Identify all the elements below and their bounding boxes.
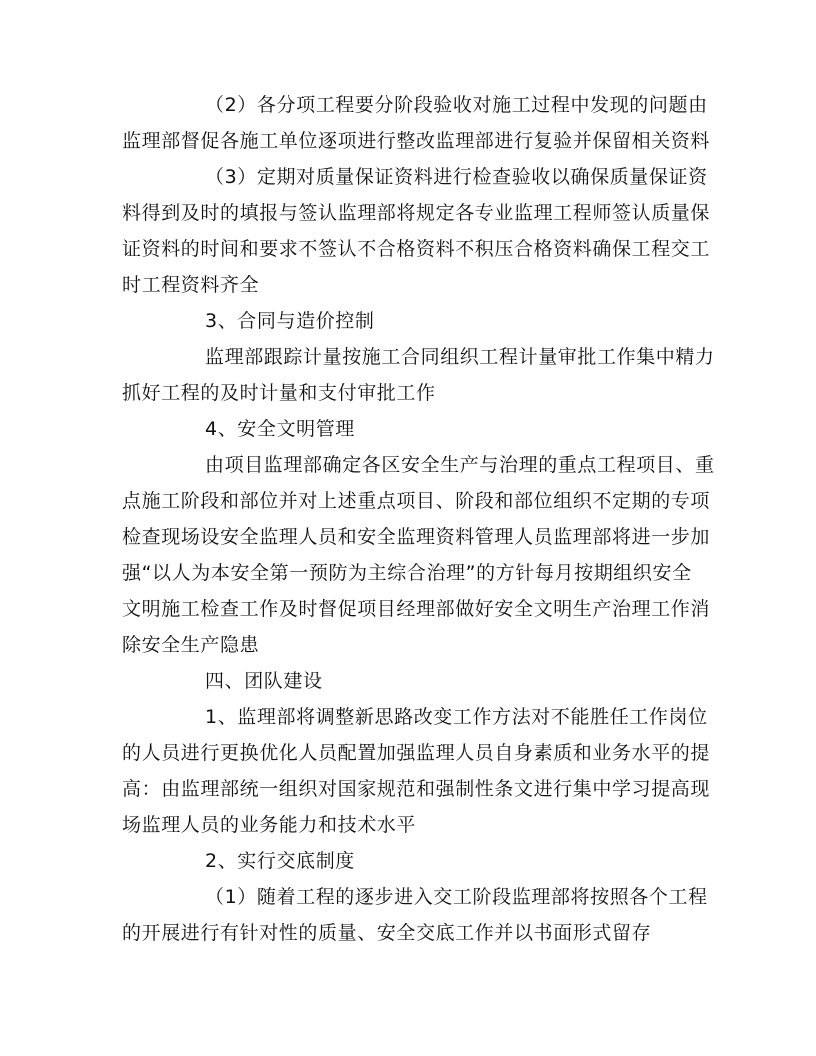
line-text: （2）各分项工程要分阶段验收对施工过程中发现的问题由 <box>205 94 708 116</box>
line-text: 的开展进行有针对性的质量、安全交底工作并以书面形式留存 <box>122 922 652 944</box>
line-text: 4、安全文明管理 <box>205 418 355 440</box>
line-text: （1）随着工程的逐步进入交工阶段监理部将按照各个工程 <box>205 886 708 908</box>
line-text: 点施工阶段和部位并对上述重点项目、阶段和部位组织不定期的专项 <box>122 490 711 512</box>
line-text: 的人员进行更换优化人员配置加强监理人员自身素质和业务水平的提 <box>122 742 711 764</box>
line-text: 3、合同与造价控制 <box>205 310 375 332</box>
line-text: 1、监理部将调整新思路改变工作方法对不能胜任工作岗位 <box>205 706 708 728</box>
line-text: 抓好工程的及时计量和支付审批工作 <box>122 382 436 404</box>
line-text: 监理部跟踪计量按施工合同组织工程计量审批工作集中精力 <box>205 346 715 368</box>
line-text: 由项目监理部确定各区安全生产与治理的重点工程项目、重 <box>205 454 715 476</box>
line-text: 高：由监理部统一组织对国家规范和强制性条文进行集中学习提高现 <box>122 778 711 800</box>
line-text: 监理部督促各施工单位逐项进行整改监理部进行复验并保留相关资料 <box>122 130 711 152</box>
line-text: 强“以人为本安全第一预防为主综合治理”的方针每月按期组织安全 <box>122 562 692 584</box>
line-text: 检查现场设安全监理人员和安全监理资料管理人员监理部将进一步加 <box>122 526 711 548</box>
line-text: 文明施工检查工作及时督促项目经理部做好安全文明生产治理工作消 <box>122 598 711 620</box>
line-text: 2、实行交底制度 <box>205 850 355 872</box>
line-text: 料得到及时的填报与签认监理部将规定各专业监理工程师签认质量保 <box>122 202 711 224</box>
line-text: 除安全生产隐患 <box>122 634 260 656</box>
line-text: （3）定期对质量保证资料进行检查验收以确保质量保证资 <box>205 166 708 188</box>
line-text: 四、团队建设 <box>205 670 323 692</box>
line-text: 证资料的时间和要求不签认不合格资料不积压合格资料确保工程交工 <box>122 238 711 260</box>
line-text: 时工程资料齐全 <box>122 274 260 296</box>
line-text: 场监理人员的业务能力和技术水平 <box>122 814 417 836</box>
